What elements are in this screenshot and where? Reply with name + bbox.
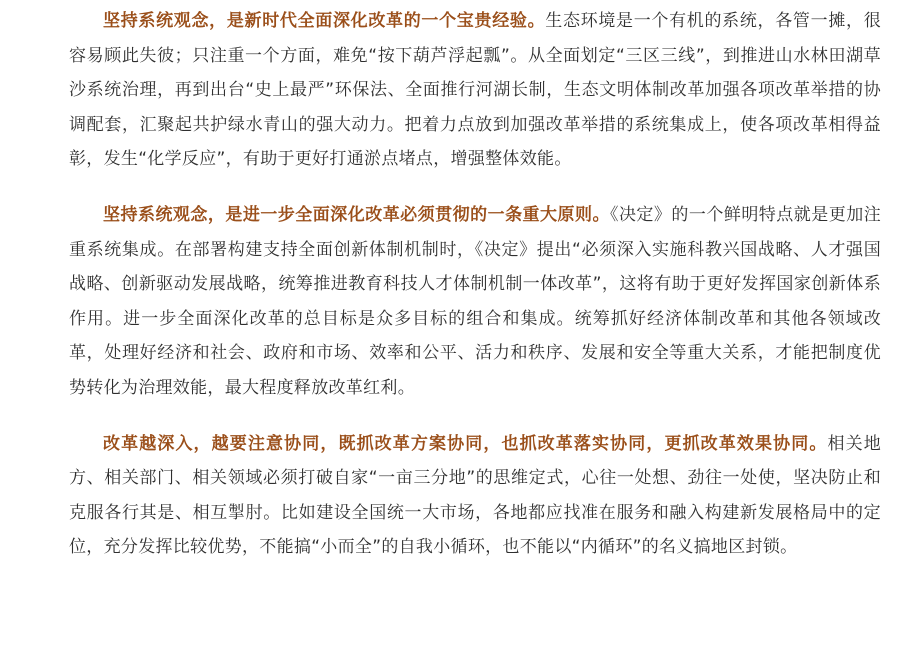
paragraph-body-text: 《决定》的一个鲜明特点就是更加注重系统集成。在部署构建支持全面创新体制机制时，《决定》提出“必须深入实施科教兴国战略、人才强国战略、创新驱动发展战略，统筹推进教育科技人才体制机制一体改革”，这将有助于更好发挥国家创新体系作用。进一步全面深化改革的总目标是众多目标的组合和集成。统筹抓好经济体制改革和其他各领域改革，处理好经济和社会、政府和市场、效率和公平、活力和秩序、发展和安全等重大关系，才能把制度优势转化为治理效能，最大程度释放改革红利。 — [69, 205, 881, 398]
paragraph-lead-sentence: 坚持系统观念，是进一步全面深化改革必须贯彻的一条重大原则。 — [103, 205, 610, 225]
article-body — [69, 4, 881, 565]
paragraph-system-concept-principle — [69, 198, 881, 405]
paragraph-body-text: 生态环境是一个有机的系统，各管一摊，很容易顾此失彼；只注重一个方面，难免“按下葫芦浮起瓢”。从全面划定“三区三线”，到推进山水林田湖草沙系统治理，再到出台“史上最严”环保法、全面推行河湖长制，生态文明体制改革加强各项改革举措的协调配套，汇聚起共护绿水青山的强大动力。把着力点放到加强改革举措的系统集成上，使各项改革相得益彰，发生“化学反应”，有助于更好打通淤点堵点，增强整体效能。 — [69, 11, 881, 169]
paragraph-reform-coordination — [69, 427, 881, 565]
paragraph-system-concept-experience — [69, 4, 881, 177]
paragraph-lead-sentence: 改革越深入，越要注意协同，既抓改革方案协同，也抓改革落实协同，更抓改革效果协同。 — [103, 433, 828, 454]
paragraph-lead-sentence: 坚持系统观念，是新时代全面深化改革的一个宝贵经验。 — [103, 11, 546, 31]
paragraph-body-text: 相关地方、相关部门、相关领域必须打破自家“一亩三分地”的思维定式，心往一处想、劲往一处使，坚决防止和克服各行其是、相互掣肘。比如建设全国统一大市场，各地都应找准在服务和融入构建新发展格局中的定位，充分发挥比较优势，不能搞“小而全”的自我小循环，也不能以“内循环”的名义搞地区封锁。 — [69, 433, 881, 557]
